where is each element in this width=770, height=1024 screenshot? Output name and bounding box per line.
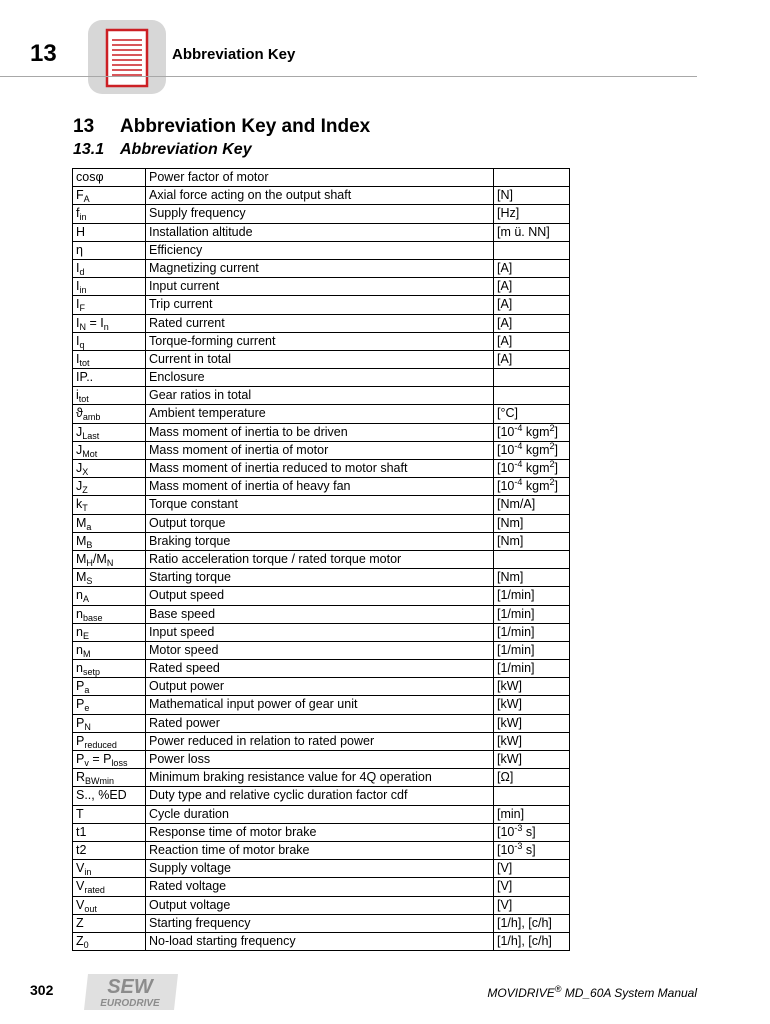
abbreviation-symbol: $P_a$ [73, 678, 146, 696]
abbreviation-description: Trip current [146, 296, 494, 314]
abbreviation-description: Output torque [146, 514, 494, 532]
abbreviation-description: Base speed [146, 605, 494, 623]
subsection-number: 13.1 [73, 141, 105, 158]
abbreviation-description: Rated current [146, 314, 494, 332]
abbreviation-description: Mass moment of inertia to be driven [146, 423, 494, 441]
table-row [73, 932, 570, 950]
abbreviation-unit: [1/min] [494, 641, 570, 659]
table-row [73, 641, 570, 659]
abbreviation-symbol: $I_q$ [73, 332, 146, 350]
table-row [73, 169, 570, 187]
abbreviation-unit: [1/h], [c/h] [494, 932, 570, 950]
abbreviation-unit: [1/min] [494, 623, 570, 641]
abbreviation-description: Starting frequency [146, 914, 494, 932]
abbreviation-unit: [V] [494, 896, 570, 914]
abbreviation-symbol: $n_E$ [73, 623, 146, 641]
abbreviation-unit [494, 550, 570, 568]
subsection-heading [73, 141, 252, 159]
abbreviation-symbol: $I_N = I_n$ [73, 314, 146, 332]
table-row [73, 187, 570, 205]
abbreviation-symbol: $J_X$ [73, 460, 146, 478]
abbreviation-unit: [Nm] [494, 514, 570, 532]
table-row [73, 605, 570, 623]
table-row [73, 550, 570, 568]
manual-title: MOVIDRIVE® MD_60A System Manual [487, 984, 697, 1000]
table-row [73, 241, 570, 259]
table-row [73, 296, 570, 314]
abbreviation-unit: [Nm/A] [494, 496, 570, 514]
abbreviation-description: Mass moment of inertia of heavy fan [146, 478, 494, 496]
abbreviation-unit: [Nm] [494, 532, 570, 550]
abbreviation-unit: [1/min] [494, 660, 570, 678]
abbreviation-unit: [kW] [494, 751, 570, 769]
table-row [73, 369, 570, 387]
abbreviation-description: Magnetizing current [146, 259, 494, 277]
abbreviation-unit: [Ω] [494, 769, 570, 787]
abbreviation-unit: [kW] [494, 732, 570, 750]
abbreviation-symbol: IP.. [73, 369, 146, 387]
abbreviation-description: Output power [146, 678, 494, 696]
abbreviation-symbol: $I_{in}$ [73, 278, 146, 296]
table-row [73, 714, 570, 732]
section-number: 13 [73, 116, 95, 137]
table-row [73, 660, 570, 678]
abbreviation-symbol: $P_v = P_{loss}$ [73, 751, 146, 769]
abbreviation-description: Rated voltage [146, 878, 494, 896]
abbreviation-description: Torque constant [146, 496, 494, 514]
table-row [73, 350, 570, 368]
abbreviation-description: Braking torque [146, 532, 494, 550]
table-row [73, 423, 570, 441]
abbreviation-symbol: $J_Z$ [73, 478, 146, 496]
abbreviation-unit: [$10^{-3}$ s] [494, 841, 570, 859]
abbreviation-description: Rated power [146, 714, 494, 732]
abbreviation-description: Supply voltage [146, 860, 494, 878]
abbreviation-description: Output speed [146, 587, 494, 605]
abbreviation-symbol: t2 [73, 841, 146, 859]
abbreviation-description: Power loss [146, 751, 494, 769]
abbreviation-symbol: $n_{setp}$ [73, 660, 146, 678]
abbreviation-symbol: $n_A$ [73, 587, 146, 605]
abbreviation-description: Mathematical input power of gear unit [146, 696, 494, 714]
abbreviation-unit: [$10^{-4}$ kgm$^2$] [494, 441, 570, 459]
abbreviation-symbol: $M_S$ [73, 569, 146, 587]
abbreviation-unit: [A] [494, 259, 570, 277]
table-row [73, 914, 570, 932]
abbreviation-symbol: $P_e$ [73, 696, 146, 714]
abbreviation-unit: [°C] [494, 405, 570, 423]
abbreviation-description: Efficiency [146, 241, 494, 259]
abbreviation-description: Enclosure [146, 369, 494, 387]
table-row [73, 259, 570, 277]
abbreviation-symbol: $M_a$ [73, 514, 146, 532]
abbreviation-description: Cycle duration [146, 805, 494, 823]
table-row [73, 896, 570, 914]
abbreviation-unit: [A] [494, 350, 570, 368]
table-row [73, 805, 570, 823]
document-icon [88, 20, 166, 94]
abbreviation-unit: [min] [494, 805, 570, 823]
subsection-title: Abbreviation Key [120, 141, 252, 158]
abbreviation-description: Duty type and relative cyclic duration factor cdf [146, 787, 494, 805]
abbreviation-unit: [1/h], [c/h] [494, 914, 570, 932]
table-row [73, 860, 570, 878]
abbreviation-symbol: $P_{reduced}$ [73, 732, 146, 750]
abbreviation-unit [494, 241, 570, 259]
abbreviation-symbol: $n_{base}$ [73, 605, 146, 623]
abbreviation-symbol: η [73, 241, 146, 259]
table-row [73, 569, 570, 587]
abbreviation-description: Ambient temperature [146, 405, 494, 423]
table-row [73, 387, 570, 405]
abbreviation-description: Starting torque [146, 569, 494, 587]
abbreviation-symbol: $k_T$ [73, 496, 146, 514]
abbreviation-symbol: $P_N$ [73, 714, 146, 732]
table-row [73, 623, 570, 641]
abbreviation-description: Mass moment of inertia reduced to motor shaft [146, 460, 494, 478]
table-row [73, 587, 570, 605]
abbreviation-unit: [kW] [494, 696, 570, 714]
table-row [73, 405, 570, 423]
abbreviation-unit: [V] [494, 878, 570, 896]
svg-text:EURODRIVE: EURODRIVE [100, 998, 160, 1009]
abbreviation-symbol: $V_{in}$ [73, 860, 146, 878]
abbreviation-symbol: cosφ [73, 169, 146, 187]
table-row [73, 532, 570, 550]
table-row [73, 678, 570, 696]
abbreviation-unit: [kW] [494, 714, 570, 732]
abbreviation-description: Input speed [146, 623, 494, 641]
abbreviation-unit: [A] [494, 278, 570, 296]
table-row [73, 460, 570, 478]
abbreviation-unit: [V] [494, 860, 570, 878]
abbreviation-unit: [$10^{-4}$ kgm$^2$] [494, 423, 570, 441]
abbreviation-description: Reaction time of motor brake [146, 841, 494, 859]
abbreviation-unit [494, 387, 570, 405]
abbreviation-unit: [$10^{-3}$ s] [494, 823, 570, 841]
abbreviation-description: No-load starting frequency [146, 932, 494, 950]
abbreviation-unit: [m ü. NN] [494, 223, 570, 241]
table-row [73, 841, 570, 859]
section-title: Abbreviation Key and Index [120, 116, 371, 137]
table-row [73, 823, 570, 841]
abbreviation-symbol: $V_{rated}$ [73, 878, 146, 896]
abbreviation-description: Minimum braking resistance value for 4Q operation [146, 769, 494, 787]
table-row [73, 205, 570, 223]
abbreviation-description: Axial force acting on the output shaft [146, 187, 494, 205]
abbreviation-description: Motor speed [146, 641, 494, 659]
abbreviation-unit [494, 787, 570, 805]
abbreviation-description: Ratio acceleration torque / rated torque motor [146, 550, 494, 568]
abbreviation-symbol: $n_M$ [73, 641, 146, 659]
abbreviation-description: Power reduced in relation to rated power [146, 732, 494, 750]
table-row [73, 278, 570, 296]
table-row [73, 496, 570, 514]
abbreviation-description: Response time of motor brake [146, 823, 494, 841]
table-row [73, 332, 570, 350]
table-row [73, 478, 570, 496]
abbreviation-unit: [kW] [494, 678, 570, 696]
abbreviation-description: Supply frequency [146, 205, 494, 223]
abbreviation-description: Current in total [146, 350, 494, 368]
svg-text:SEW: SEW [107, 976, 153, 998]
abbreviation-symbol: $V_{out}$ [73, 896, 146, 914]
abbreviation-symbol: S.., %ED [73, 787, 146, 805]
abbreviation-symbol: $M_B$ [73, 532, 146, 550]
abbreviation-description: Output voltage [146, 896, 494, 914]
table-row [73, 769, 570, 787]
page-number: 302 [30, 982, 54, 998]
abbreviation-symbol: $I_d$ [73, 259, 146, 277]
table-row [73, 514, 570, 532]
abbreviation-symbol: H [73, 223, 146, 241]
abbreviation-description: Installation altitude [146, 223, 494, 241]
chapter-number: 13 [30, 40, 57, 67]
table-row [73, 314, 570, 332]
table-row [73, 732, 570, 750]
abbreviation-symbol: $Z_0$ [73, 932, 146, 950]
abbreviation-symbol: $i_{tot}$ [73, 387, 146, 405]
abbreviation-symbol: $ϑ_{amb}$ [73, 405, 146, 423]
abbreviation-symbol: $f_{in}$ [73, 205, 146, 223]
abbreviation-unit: [A] [494, 296, 570, 314]
abbreviation-unit: [$10^{-4}$ kgm$^2$] [494, 460, 570, 478]
table-row [73, 223, 570, 241]
abbreviation-description: Torque-forming current [146, 332, 494, 350]
abbreviation-description: Gear ratios in total [146, 387, 494, 405]
abbreviation-description: Mass moment of inertia of motor [146, 441, 494, 459]
abbreviation-symbol: Z [73, 914, 146, 932]
table-row [73, 751, 570, 769]
abbreviation-unit: [Hz] [494, 205, 570, 223]
abbreviation-unit: [1/min] [494, 605, 570, 623]
abbreviation-unit: [A] [494, 314, 570, 332]
section-heading [73, 116, 371, 138]
abbreviation-unit: [A] [494, 332, 570, 350]
table-row [73, 787, 570, 805]
abbreviation-symbol: $J_{Last}$ [73, 423, 146, 441]
abbreviation-unit: [1/min] [494, 587, 570, 605]
abbreviation-unit: [Nm] [494, 569, 570, 587]
abbreviation-description: Input current [146, 278, 494, 296]
header-title: Abbreviation Key [172, 46, 296, 63]
abbreviation-description: Power factor of motor [146, 169, 494, 187]
abbreviation-symbol: $J_{Mot}$ [73, 441, 146, 459]
abbreviation-unit: [N] [494, 187, 570, 205]
abbreviation-symbol: $R_{BWmin}$ [73, 769, 146, 787]
abbreviation-symbol: T [73, 805, 146, 823]
abbreviation-symbol: $I_F$ [73, 296, 146, 314]
header-divider [0, 76, 697, 77]
abbreviation-unit [494, 369, 570, 387]
abbreviation-symbol: $I_{tot}$ [73, 350, 146, 368]
table-row [73, 441, 570, 459]
table-row [73, 878, 570, 896]
abbreviation-description: Rated speed [146, 660, 494, 678]
abbreviation-unit [494, 169, 570, 187]
table-row [73, 696, 570, 714]
abbreviation-symbol: $F_A$ [73, 187, 146, 205]
abbreviation-symbol: t1 [73, 823, 146, 841]
abbreviation-symbol: $M_H/M_N$ [73, 550, 146, 568]
abbreviation-table [72, 168, 570, 951]
abbreviation-unit: [$10^{-4}$ kgm$^2$] [494, 478, 570, 496]
sew-eurodrive-logo [82, 972, 180, 1012]
